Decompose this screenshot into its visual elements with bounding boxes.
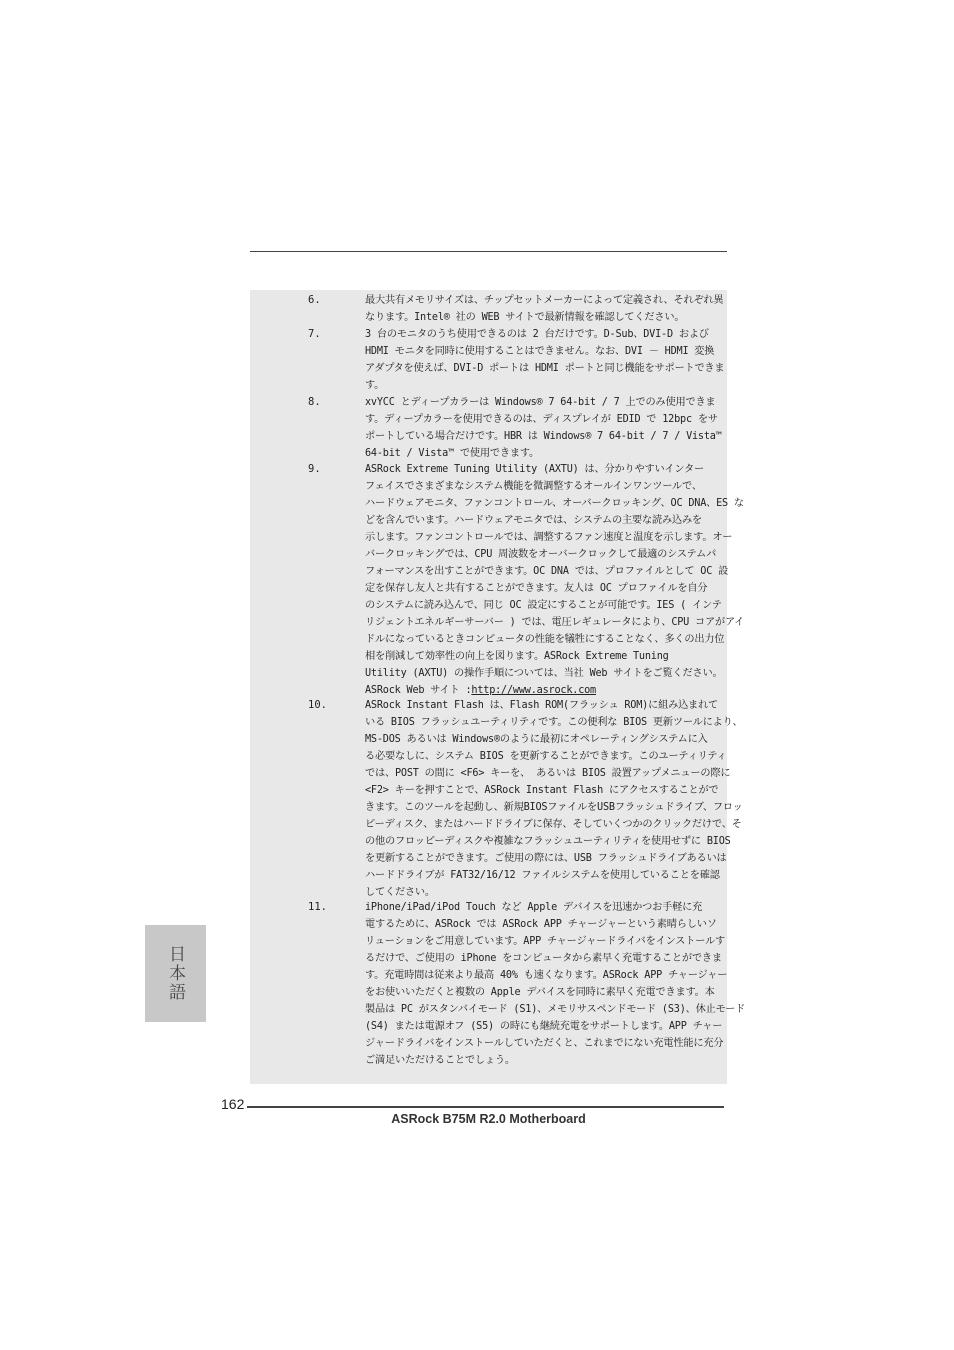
note-line: HDMI モニタを同時に使用することはできません。なお、DVI － HDMI 変換 — [365, 346, 715, 357]
note-text — [365, 326, 727, 394]
note-line: るだけで、ご使用の iPhone をコンピュータから素早く充電することができま — [365, 953, 722, 964]
note-number: 7. — [308, 328, 321, 340]
note-line: 64-bit / Vista™ で使用できます。 — [365, 448, 540, 459]
footer-rule — [247, 1106, 724, 1108]
link-prefix: ASRock Web サイト : — [365, 685, 472, 696]
note-line: ハードドライブが FAT32/16/12 ファイルシステムを使用していることを確認 — [365, 870, 720, 881]
note-line: xvYCC とディープカラーは Windows® 7 64-bit / 7 上でのみ使用できま — [365, 397, 716, 408]
note-number: 11. — [308, 901, 327, 913]
note-text — [365, 461, 745, 699]
notes-panel — [250, 290, 746, 1084]
note-line: 最大共有メモリサイズは、チップセットメーカーによって定義され、それぞれ異 — [365, 295, 724, 306]
note-line: 製品は PC がスタンバイモード (S1)、メモリサスペンドモード (S3)、休止モード — [365, 1004, 746, 1015]
note-line: <F2> キーを押すことで、ASRock Instant Flash にアクセスすることがで — [365, 785, 719, 796]
note-line: MS-DOS あるいは Windows®のように最初にオペレーティングシステムに入 — [365, 734, 708, 745]
note-line: リューションをご用意しています。APP チャージャードライバをインストールす — [365, 936, 726, 947]
note-line: してください。 — [365, 887, 435, 898]
note-line: (S4) または電源オフ (S5) の時にも継続充電をサポートします。APP チャー — [365, 1021, 723, 1032]
note-line: 示します。ファンコントロールでは、調整するファン速度と温度を示します。オー — [365, 532, 733, 543]
note-line: を更新することができます。ご使用の際には、USB フラッシュドライブあるいは — [365, 853, 727, 864]
note-text — [365, 899, 746, 1069]
note-line: ASRock Instant Flash は、Flash ROM(フラッシュ ROM)に組み込まれて — [365, 700, 719, 711]
note-line: ピーディスク、またはハードドライブに保存、そしていくつかのクリックだけで、そ — [365, 819, 742, 830]
note-line: Utility (AXTU) の操作手順については、当社 Web サイトをご覧ください。 — [365, 668, 723, 679]
note-line: なります。Intel® 社の WEB サイトで最新情報を確認してください。 — [365, 312, 685, 323]
note-line: をお使いいただくと複数の Apple デバイスを同時に素早く充電できます。本 — [365, 987, 715, 998]
note-line: す。ディープカラーを使用できるのは、ディスプレイが EDID で 12bpc をサ — [365, 414, 718, 425]
asrock-website-link[interactable]: http://www.asrock.com — [471, 685, 596, 696]
note-line: フェイスでさまざまなシステム機能を微調整するオールインワンツールで、 — [365, 481, 702, 492]
note-line: のシステムに読み込んで、同じ OC 設定にすることが可能です。IES ( インテ — [365, 600, 722, 611]
note-line: リジェントエネルギーサーバー ) では、電圧レギュレータにより、CPU コアがアイ — [365, 617, 745, 628]
note-number: 6. — [308, 294, 321, 306]
note-line: バークロッキングでは、CPU 周波数をオーバークロックして最適のシステムパ — [365, 549, 717, 560]
note-text — [365, 394, 727, 462]
note-line: どを含んでいます。ハードウェアモニタでは、システムの主要な読み込みを — [365, 515, 702, 526]
language-side-tab — [145, 925, 206, 1022]
note-line: る必要なしに、システム BIOS を更新することができます。このユーティリティ — [365, 751, 727, 762]
note-line: いる BIOS フラッシュユーティリティです。この便利な BIOS 更新ツールにより、 — [365, 717, 743, 728]
note-number: 10. — [308, 699, 327, 711]
note-line: 相を削減して効率性の向上を図ります。ASRock Extreme Tuning — [365, 651, 669, 662]
header-rule — [250, 251, 727, 252]
page-number: 162 — [221, 1096, 245, 1112]
note-line: ジャードライバをインストールしていただくと、これまでにない充電性能に充分 — [365, 1038, 724, 1049]
note-line: iPhone/iPad/iPod Touch など Apple デバイスを迅速かつお手軽に充 — [365, 902, 703, 913]
note-line: ポートしている場合だけです。HBR は Windows® 7 64-bit / 7 / Vista™ — [365, 431, 722, 442]
note-line: ハードウェアモニタ、ファンコントロール、オーバークロッキング、OC DNA、ES な — [365, 498, 744, 509]
note-line: では、POST の間に <F6> キーを、 あるいは BIOS 設置アップメニューの際に — [365, 768, 731, 779]
note-line: ドルになっているときコンピュータの性能を犠牲にすることなく、多くの出力位 — [365, 634, 725, 645]
note-text — [365, 697, 743, 901]
note-number: 9. — [308, 463, 321, 475]
note-line: フォーマンスを出すことができます。OC DNA では、プロファイルとして OC 設 — [365, 566, 729, 577]
note-line: 電するために、ASRock では ASRock APP チャージャーという素晴らしいソ — [365, 919, 717, 930]
note-line: ご満足いただけることでしょう。 — [365, 1055, 515, 1066]
note-text — [365, 292, 727, 326]
note-line: 3 台のモニタのうち使用できるのは 2 台だけです。D-Sub、DVI-D および — [365, 329, 709, 340]
note-line: きます。このツールを起動し、新規BIOSファイルをUSBフラッシュドライブ、フロッ — [365, 802, 743, 813]
language-tab-label: 日本語 — [165, 945, 185, 1002]
note-number: 8. — [308, 396, 321, 408]
note-line: 定を保存し友人と共有することができます。友人は OC プロファイルを自分 — [365, 583, 708, 594]
note-line: アダプタを使えば、DVI-D ポートは HDMI ポートと同じ機能をサポートできま — [365, 363, 725, 374]
note-line: す。充電時間は従来より最高 40% も速くなります。ASRock APP チャージャー — [365, 970, 728, 981]
footer-title: ASRock B75M R2.0 Motherboard — [391, 1112, 586, 1126]
note-line: ASRock Extreme Tuning Utility (AXTU) は、分かりやすいインター — [365, 464, 704, 475]
note-line: す。 — [365, 380, 385, 391]
note-line: の他のフロッピーディスクや複雑なフラッシュユーティリティを使用せずに BIOS — [365, 836, 731, 847]
